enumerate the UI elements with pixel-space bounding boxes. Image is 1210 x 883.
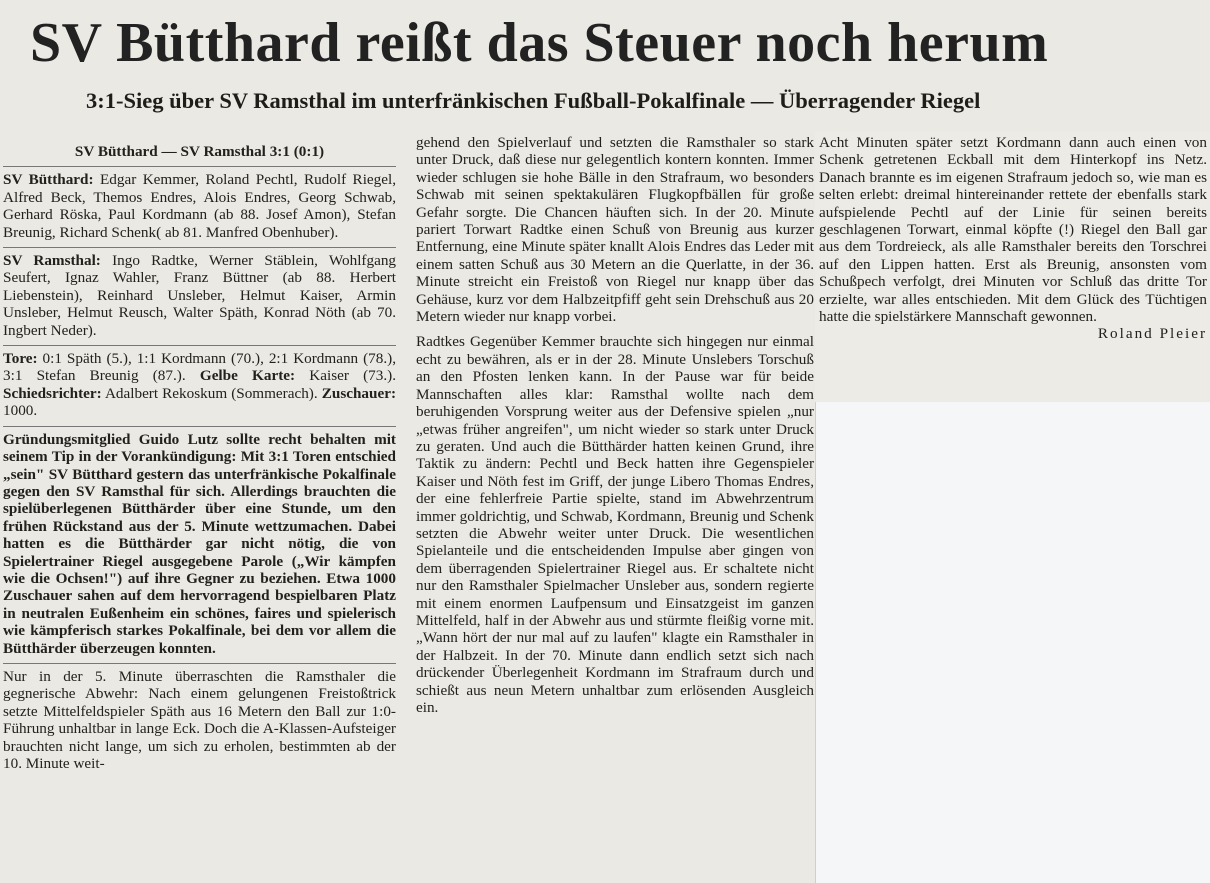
- headline: SV Bütthard reißt das Steuer noch herum: [30, 12, 1049, 74]
- body-paragraph-1: Nur in der 5. Minute überraschten die Ramsthaler die gegnerische Abwehr: Nach einem gelungenen Freistoßtrick setzte Mittelfeldspieler Späth aus 16 Metern den Ball zur 1:0-Führung unhaltbar in lange Eck. Doch die A-Klassen-Aufsteiger brauchten nicht lange, um sich zu erholen, bestimmten ab der 10. Minute weit-: [3, 667, 396, 772]
- divider: [3, 663, 396, 664]
- body-paragraph-4: Acht Minuten später setzt Kordmann dann auch einen von Schenk getretenen Eckball mit dem Hinterkopf ins Netz. Danach brannte es im eigenen Strafraum jedoch so, wie man es selten erlebt: dreimal hintereinander rettete der ebenfalls stark aufspielende Pechtl auf der Linie für seinen bereits geschlagenen Torwart, einmal köpfte (!) Riegel den Ball gar aus dem Tordreieck, als alle Ramsthaler bereits den Torschrei auf den Lippen hatten. Erst als Breunig, ansonsten vom Schußpech verfolgt, drei Minuten vor Schluß das dritte Tor erzielte, war alles entschieden. Mit dem Glück des Tüchtigen hatte die spielstärkere Mannschaft gewonnen.: [819, 134, 1207, 326]
- byline: Roland Pleier: [1097, 325, 1207, 343]
- lead-paragraph: Gründungsmitglied Guido Lutz sollte recht behalten mit seinem Tip in der Vorankündigung: Mit 3:1 Toren entschied „sein" SV Bütthard gestern das unterfränkische Pokalfinale gegen den SV Ramsthal für sich. Allerdings brauchten die spielüberlegenen Bütthärder über eine Stunde, um den frühen Rückstand aus der 5. Minute wettzumachen. Dabei hatten es die Bütthärder gar nicht nötig, die von Spielertrainer Riegel ausgegebene Parole („Wir kämpfen wie die Ochsen!") auf ihre Gegner zu beziehen. Etwa 1000 Zuschauer sahen auf dem hervorragend bespielbaren Platz in neutralen Eußenheim ein schönes, faires und spielerisch wie kämpferisch starkes Pokalfinale, bei dem vor allem die Bütthärder überzeugen konnten.: [3, 430, 396, 657]
- spectators-label: Zuschauer:: [321, 384, 397, 402]
- blank-background: [815, 402, 1210, 883]
- match-facts: [3, 350, 396, 420]
- lineup-ramsthal-label: SV Ramsthal:: [3, 252, 101, 270]
- column-3: [819, 134, 1207, 343]
- column-1: [3, 143, 396, 772]
- body-paragraph-2: gehend den Spielverlauf und setzten die Ramsthaler so stark unter Druck, daß diese nur gelegentlich kontern konnten. Immer wieder schlugen sie hohe Bälle in den Strafraum, wo besonders Schwab mit seinen spektakulären Flugkopfbällen für große Gefahr sorgte. Die Chancen häuften sich. In der 20. Minute pariert Torwart Radtke einen Schuß von Breunig aus kurzer Entfernung, eine Minute später knallt Alois Endres das Leder mit einem satten Schuß aus 30 Metern an die Querlatte, in der 36. Minute streicht ein Freistoß von Riegel nur knapp über das Gehäuse, kurz vor dem Halbzeitpfiff geht sein Drehschuß aus 20 Metern wieder nur knapp vorbei.: [416, 134, 814, 326]
- lineup-buetthard-label: SV Bütthard:: [3, 171, 94, 189]
- lineup-ramsthal-text: Ingo Radtke, Werner Stäblein, Wohlfgang Seufert, Ignaz Wahler, Franz Büttner (ab 88. Herbert Liebenstein), Reinhard Unsleber, Helmut Kaiser, Armin Unsleber, Helmut Reusch, Walter Späth, Konrad Nöth (ab 70. Ingbert Neder).: [3, 252, 397, 339]
- subheadline: 3:1-Sieg über SV Ramsthal im unterfränkischen Fußball-Pokalfinale — Überragender Riegel: [86, 88, 981, 113]
- lineup-ramsthal: [3, 252, 396, 339]
- body-paragraph-3: Radtkes Gegenüber Kemmer brauchte sich hingegen nur einmal echt zu bewähren, als er in der 28. Minute Unslebers Torschuß an den Pfosten lenken kann. In der Pause war für beide Mannschaften alles klar: Ramsthal wollte nach dem beruhigenden Vorsprung weiter aus der Defensive spielen „nur „etwas früher angreifen", um nicht wieder so stark unter Druck zu geraten. Und auch die Bütthärder hatten keinen Grund, ihre Taktik zu ändern: Pechtl und Beck hatten ihre Gegenspieler Kaiser und Nöth fest im Griff, der junge Libero Thomas Endres, der eine fehlerfreie Partie spielte, stand im Abwehrzentrum immer goldrichtig, und Schwab, Kordmann, Breunig und Schenk setzten die Abwehr weiter unter Druck. Die wesentlichen Spielanteile und die entscheidenden Impulse aber gingen von dem überragenden Spielertrainer Riegel aus. Er schaltete nicht nur den Ramsthaler Spielmacher Unsleber aus, sondern regierte mit einem enormen Laufpensum und Einsatzgeist im ganzen Mittelfeld, half in der Abwehr aus und stürmte fleißig vorne mit. „Wann hört der nur mal auf zu laufen" klagte ein Ramsthaler in der Halbzeit. In der 70. Minute dann endlich setzt sich nach drückender Überlegenheit Kordmann im Strafraum durch und schießt aus neun Metern unhaltbar zum erlösenden Ausgleich ein.: [416, 333, 814, 716]
- divider: [3, 166, 396, 167]
- match-title: SV Bütthard — SV Ramsthal 3:1 (0:1): [74, 143, 325, 160]
- referee-label: Schiedsrichter:: [3, 384, 102, 402]
- card-text: Kaiser (73.).: [309, 367, 397, 385]
- card-label: Gelbe Karte:: [199, 367, 296, 385]
- goals-text: 0:1 Späth (5.), 1:1 Kordmann (70.), 2:1 Kordmann (78.), 3:1 Stefan Breunig (87.).: [3, 350, 396, 385]
- lineup-buetthard-text: Edgar Kemmer, Roland Pechtl, Rudolf Riegel, Alfred Beck, Themos Endres, Alois Endres, Georg Schwab, Gerhard Röska, Paul Kordmann (ab 88. Josef Amon), Stefan Breunig, Richard Schenk( ab 81. Manfred Obenhuber).: [3, 171, 396, 241]
- lineup-buetthard: [3, 171, 396, 241]
- divider: [3, 247, 396, 248]
- spectators-text: 1000.: [3, 402, 38, 420]
- column-2: [416, 134, 814, 716]
- divider: [3, 426, 396, 427]
- goals-label: Tore:: [3, 350, 38, 368]
- divider: [3, 345, 396, 346]
- referee-text: Adalbert Rekoskum (Sommerach).: [104, 384, 318, 402]
